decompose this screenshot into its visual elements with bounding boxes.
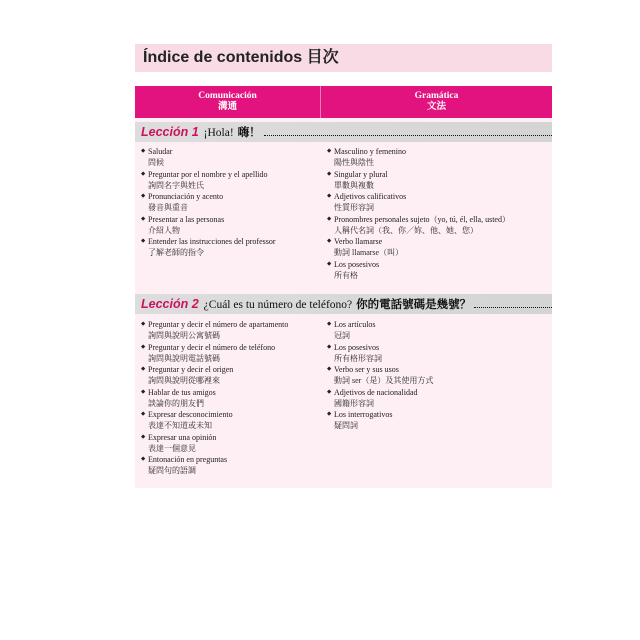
item-text-es: Los posesivos <box>334 342 380 352</box>
list-item <box>327 214 549 237</box>
item-text-zh: 動詞 ser（是）及其使用方式 <box>334 376 434 386</box>
item-text-zh: 疑問句的語調 <box>148 466 196 476</box>
item-text-es: Los posesivos <box>334 259 380 269</box>
diamond-bullet-icon: ◆ <box>327 366 332 372</box>
item-text-es: Entonación en preguntas <box>148 455 228 464</box>
item-text-es: Expresar una opinión <box>148 432 217 442</box>
item-text-zh: 詢問與說明電話號碼 <box>148 353 220 363</box>
lesson-title-zh: 嗨！ <box>237 127 261 139</box>
lesson-title-es: ¡Hola! <box>203 127 234 139</box>
item-text-zh: 表達不知道或未知 <box>148 421 212 431</box>
list-item <box>327 169 549 192</box>
column-header-comunicacion <box>135 86 320 118</box>
item-text-es: Saludar <box>148 147 173 156</box>
diamond-bullet-icon: ◆ <box>327 215 332 222</box>
page-title: Índice de contenidos 目次 <box>143 49 339 66</box>
list-item <box>141 409 319 432</box>
list-item <box>141 236 319 259</box>
list-item <box>141 146 319 169</box>
item-text-es: Expresar desconocimiento <box>148 410 233 419</box>
item-text-zh: 冠詞 <box>334 331 350 341</box>
diamond-bullet-icon: ◆ <box>327 260 332 267</box>
title-band <box>135 44 552 72</box>
diamond-bullet-icon: ◆ <box>141 148 146 154</box>
lesson-2-comunicacion-list <box>141 319 319 477</box>
column-header-gramatica <box>320 86 552 118</box>
item-text-zh: 人稱代名詞（我、你／妳、他、她、您） <box>334 225 478 235</box>
item-text-es: Hablar de tus amigos <box>148 387 216 397</box>
diamond-bullet-icon: ◆ <box>141 170 146 177</box>
lesson-title-zh: 你的電話號碼是幾號？ <box>356 299 472 311</box>
list-item <box>327 259 549 282</box>
list-item <box>141 454 319 477</box>
list-item <box>327 236 549 259</box>
item-text-zh: 所有格 <box>334 270 358 280</box>
list-item <box>327 342 549 365</box>
diamond-bullet-icon: ◆ <box>141 388 146 395</box>
item-text-zh: 表達一個意見 <box>148 443 196 453</box>
item-text-es: Los interrogativos <box>334 410 393 419</box>
diamond-bullet-icon: ◆ <box>141 433 146 440</box>
item-text-zh: 性質形容詞 <box>334 203 374 213</box>
diamond-bullet-icon: ◆ <box>327 193 332 199</box>
list-item <box>327 409 549 432</box>
diamond-bullet-icon: ◆ <box>327 148 332 154</box>
diamond-bullet-icon: ◆ <box>141 411 146 417</box>
diamond-bullet-icon: ◆ <box>327 321 332 327</box>
item-text-es: Preguntar por el nombre y el apellido <box>148 169 268 179</box>
item-text-zh: 所有格形容詞 <box>334 353 382 363</box>
lesson-1-gramatica-list <box>327 146 549 281</box>
list-item <box>141 169 319 192</box>
diamond-bullet-icon: ◆ <box>141 456 146 462</box>
item-text-es: Singular y plural <box>334 169 388 179</box>
item-text-es: Verbo ser y sus usos <box>334 365 399 374</box>
table-header <box>135 86 552 118</box>
diamond-bullet-icon: ◆ <box>141 343 146 350</box>
item-text-zh: 單數與複數 <box>334 180 374 190</box>
list-item <box>141 319 319 342</box>
column-header-es: Gramática <box>414 91 459 101</box>
item-text-zh: 談論你的朋友們 <box>148 398 204 408</box>
diamond-bullet-icon: ◆ <box>327 238 332 244</box>
diamond-bullet-icon: ◆ <box>327 170 332 177</box>
item-text-es: Masculino y femenino <box>334 147 406 156</box>
diamond-bullet-icon: ◆ <box>141 321 146 327</box>
column-header-zh: 溝通 <box>217 102 237 112</box>
item-text-es: Presentar a las personas <box>148 214 225 224</box>
diamond-bullet-icon: ◆ <box>327 388 332 395</box>
item-text-es: Adjetivos calificativos <box>334 192 407 201</box>
item-text-es: Los artículos <box>334 320 376 329</box>
diamond-bullet-icon: ◆ <box>141 366 146 372</box>
item-text-zh: 詢問與說明公寓號碼 <box>148 331 220 341</box>
list-item <box>141 191 319 214</box>
item-text-zh: 介紹人物 <box>148 225 180 235</box>
item-text-es: Adjetivos de nacionalidad <box>334 387 418 397</box>
lesson-title-es: ¿Cuál es tu número de teléfono? <box>203 299 353 311</box>
item-text-zh: 疑問詞 <box>334 421 358 431</box>
item-text-es: Preguntar y decir el número de apartamento <box>148 320 289 329</box>
diamond-bullet-icon: ◆ <box>141 215 146 222</box>
list-item <box>327 191 549 214</box>
item-text-es: Verbo llamarse <box>334 237 383 246</box>
item-text-es: Pronombres personales sujeto（yo, tú, él, ella, usted） <box>334 214 510 224</box>
item-text-zh: 發音與重音 <box>148 203 188 213</box>
list-item <box>327 387 549 410</box>
item-text-zh: 問候 <box>148 158 164 168</box>
column-header-zh: 文法 <box>426 102 446 112</box>
dot-leader <box>474 307 552 308</box>
list-item <box>327 146 549 169</box>
list-item <box>141 432 319 455</box>
dot-leader <box>264 135 552 136</box>
lesson-1-comunicacion-list <box>141 146 319 259</box>
lesson-label: Lección 2 <box>141 297 199 311</box>
item-text-es: Preguntar y decir el origen <box>148 365 234 374</box>
lesson-1-heading <box>135 122 552 142</box>
lesson-2-gramatica-list <box>327 319 549 432</box>
lesson-label: Lección 1 <box>141 125 199 139</box>
item-text-zh: 動詞 llamarse（叫） <box>334 248 404 258</box>
lesson-2-heading <box>135 294 552 314</box>
item-text-es: Preguntar y decir el número de teléfono <box>148 342 276 352</box>
diamond-bullet-icon: ◆ <box>141 238 146 244</box>
item-text-zh: 詢問名字與姓氏 <box>148 180 204 190</box>
item-text-es: Entender las instrucciones del professor <box>148 237 276 246</box>
list-item <box>327 364 549 387</box>
item-text-zh: 陽性與陰性 <box>334 158 374 168</box>
list-item <box>141 214 319 237</box>
list-item <box>141 364 319 387</box>
list-item <box>141 387 319 410</box>
item-text-zh: 國籍形容詞 <box>334 398 374 408</box>
item-text-zh: 了解老師的指令 <box>148 248 204 258</box>
diamond-bullet-icon: ◆ <box>327 411 332 417</box>
diamond-bullet-icon: ◆ <box>141 193 146 199</box>
list-item <box>327 319 549 342</box>
list-item <box>141 342 319 365</box>
item-text-es: Pronunciación y acento <box>148 192 224 201</box>
diamond-bullet-icon: ◆ <box>327 343 332 350</box>
item-text-zh: 詢問與說明從哪裡來 <box>148 376 220 386</box>
column-header-es: Comunicación <box>198 91 257 101</box>
